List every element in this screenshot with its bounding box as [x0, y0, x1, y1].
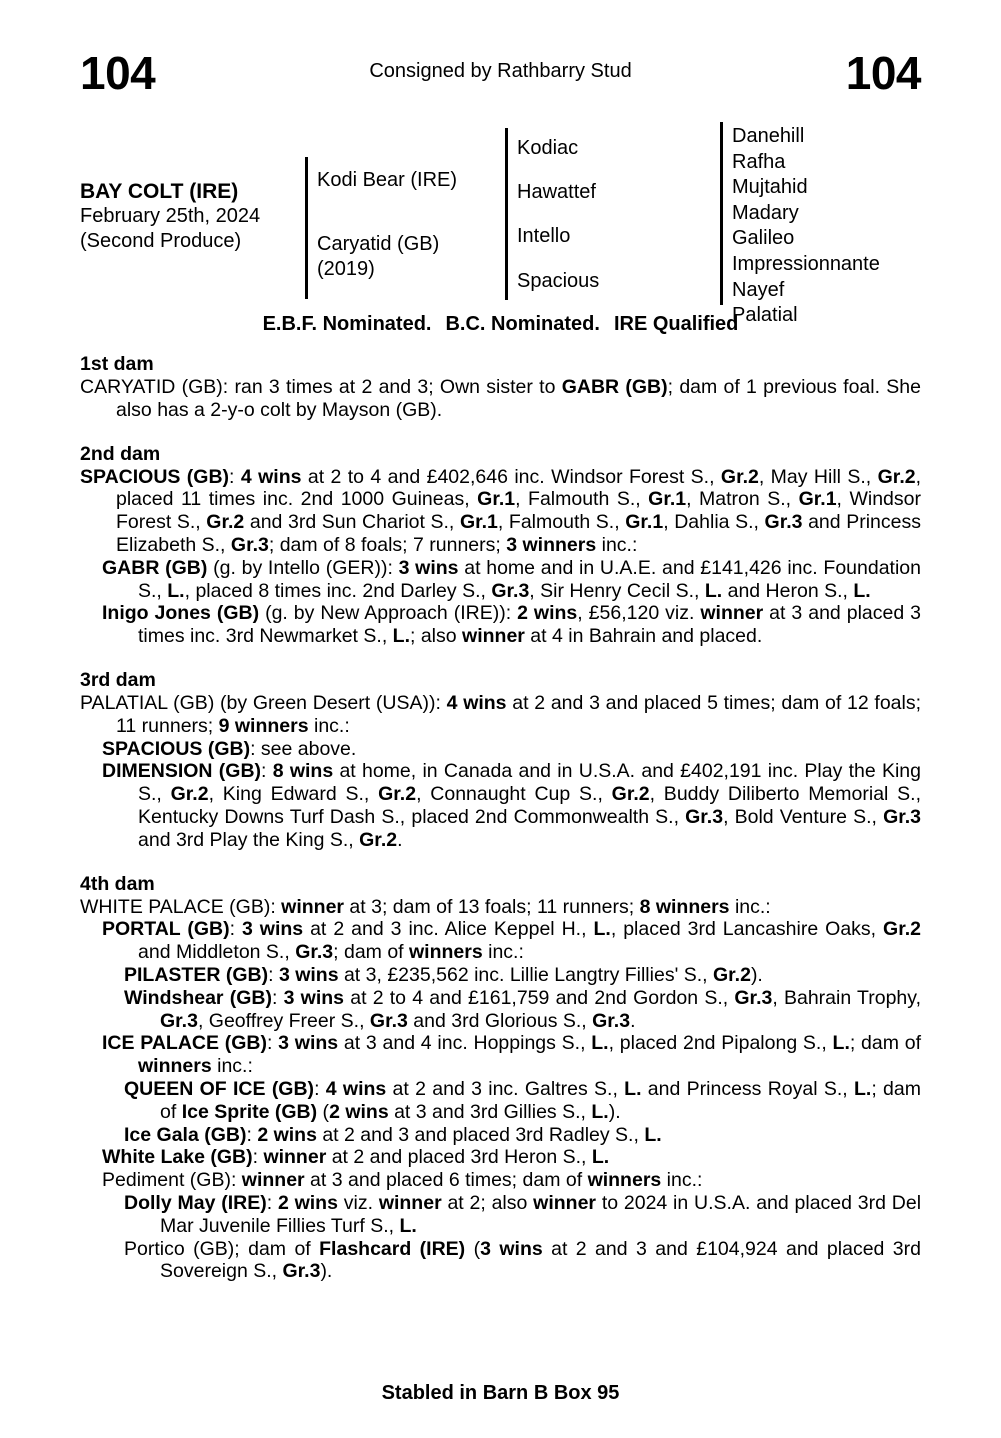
- section-spacer: [80, 648, 921, 668]
- pedigree-entry-text: Portico (GB); dam of Flashcard (IRE) (3 wins at 2 and 3 and £104,924 and placed 3rd Sovereign S., Gr.3).: [124, 1237, 921, 1283]
- pedigree-gen4-list: [732, 124, 880, 329]
- dam-heading: 3rd dam: [80, 668, 156, 691]
- pedigree-gen4-item: Mujtahid: [732, 176, 808, 199]
- pedigree-subject-column: [80, 120, 290, 305]
- pedigree-entry: [80, 1032, 921, 1078]
- bc-nomination: B.C. Nominated.: [445, 313, 600, 335]
- pedigree-entry-text: White Lake (GB): winner at 2 and placed 3rd Heron S., L.: [102, 1146, 610, 1169]
- pedigree-entry: [80, 1124, 921, 1147]
- pedigree-entry-text: DIMENSION (GB): 8 wins at home, in Canada and in U.S.A. and £402,191 inc. Play the King S., Gr.2, King Edward S., Gr.2, Connaught Cup S., Gr.2, Buddy Diliberto Memorial S., Kentucky Downs Turf Dash S., placed 2nd Commonwealth S., Gr.3, Bold Venture S., Gr.3 and 3rd Play the King S., Gr.2.: [102, 760, 922, 851]
- pedigree-entry-text: PILASTER (GB): 3 wins at 3, £235,562 inc. Lillie Langtry Fillies' S., Gr.2).: [124, 963, 763, 986]
- pedigree-gen3-item: Intello: [517, 225, 571, 247]
- pedigree-entry: [80, 918, 921, 964]
- pedigree-divider-3: [720, 122, 723, 305]
- subject-foaling-date: February 25th, 2024: [80, 205, 261, 227]
- pedigree-entry: [80, 602, 921, 648]
- pedigree-generation-3-column: [505, 120, 720, 305]
- pedigree-entry: [80, 760, 921, 851]
- pedigree-entry-text: Pediment (GB): winner at 3 and placed 6 times; dam of winners inc.:: [102, 1169, 703, 1192]
- pedigree-entry-text: SPACIOUS (GB): 4 wins at 2 to 4 and £402,646 inc. Windsor Forest S., Gr.2, May Hill S., Gr.2, placed 11 times inc. 2nd 1000 Guineas, Gr.1, Falmouth S., Gr.1, Matron S., Gr.1, Windsor Forest S., Gr.2 and 3rd Sun Chariot S., Gr.1, Falmouth S., Gr.1, Dahlia S., Gr.3 and Princess Elizabeth S., Gr.3; dam of 8 foals; 7 runners; 3 winners inc.:: [80, 465, 922, 556]
- subject-produce-note: (Second Produce): [80, 230, 242, 252]
- pedigree-entry-text: CARYATID (GB): ran 3 times at 2 and 3; Own sister to GABR (GB); dam of 1 previous foal. She also has a 2-y-o colt by Mayson (GB).: [80, 376, 921, 421]
- pedigree-entry: [80, 1169, 921, 1192]
- pedigree-entry-text: Dolly May (IRE): 2 wins viz. winner at 2; also winner to 2024 in U.S.A. and placed 3rd Del Mar Juvenile Fillies Turf S., L.: [124, 1191, 922, 1237]
- consignor-line: Consigned by Rathbarry Stud: [369, 60, 632, 82]
- pedigree-entry-text: SPACIOUS (GB): see above.: [102, 737, 357, 760]
- pedigree-dam-name: Caryatid (GB): [317, 233, 440, 255]
- pedigree-entry: [80, 692, 921, 738]
- page-header: [80, 44, 921, 102]
- pedigree-entry-text: GABR (GB) (g. by Intello (GER)): 3 wins at home and in U.A.E. and £141,426 inc. Foundation S., L., placed 8 times inc. 2nd Darley S., Gr.3, Sir Henry Cecil S., L. and Heron S., L.: [102, 556, 921, 602]
- pedigree-gen4-item: Rafha: [732, 150, 786, 173]
- pedigree-gen3-item: Hawattef: [517, 181, 596, 203]
- pedigree-generation-4-column: [720, 120, 920, 327]
- stabling-footer: Stabled in Barn B Box 95: [381, 1382, 620, 1404]
- pedigree-gen4-item: Danehill: [732, 125, 805, 147]
- pedigree-gen3-item: Spacious: [517, 270, 600, 292]
- dam-heading: 2nd dam: [80, 442, 161, 465]
- pedigree-entry: [80, 466, 921, 557]
- pedigree-entry-text: PALATIAL (GB) (by Green Desert (USA)): 4 wins at 2 and 3 and placed 5 times; dam of 12 foals; 11 runners; 9 winners inc.:: [80, 691, 922, 737]
- section-spacer: [80, 852, 921, 872]
- ire-qualification: IRE Qualified: [613, 313, 739, 335]
- lot-number-right: 104: [845, 47, 921, 99]
- pedigree-entry-text: WHITE PALACE (GB): winner at 3; dam of 13 foals; 11 runners; 8 winners inc.:: [80, 895, 771, 918]
- dam-heading: 4th dam: [80, 872, 155, 895]
- pedigree-entry: [80, 896, 921, 919]
- nominations-line: [80, 311, 921, 337]
- pedigree-entry: [80, 1078, 921, 1124]
- pedigree-dam: [317, 232, 439, 282]
- pedigree-text-body: [80, 352, 921, 1283]
- pedigree-gen4-item: Impressionnante: [732, 252, 880, 275]
- pedigree-entry: [80, 376, 921, 422]
- ebf-nomination: E.B.F. Nominated.: [262, 313, 432, 335]
- pedigree-gen4-item: Palatial: [732, 304, 798, 327]
- subject-name: BAY COLT (IRE): [80, 180, 239, 203]
- pedigree-entry-text: QUEEN OF ICE (GB): 4 wins at 2 and 3 inc. Galtres S., L. and Princess Royal S., L.; dam of Ice Sprite (GB) (2 wins at 3 and 3rd Gillies S., L.).: [124, 1077, 921, 1123]
- pedigree-sire: Kodi Bear (IRE): [317, 169, 458, 191]
- pedigree-gen4-item: Madary: [732, 201, 799, 224]
- pedigree-entry: [80, 1146, 921, 1169]
- pedigree-entry: [80, 1192, 921, 1238]
- pedigree-entry-text: Inigo Jones (GB) (g. by New Approach (IRE)): 2 wins, £56,120 viz. winner at 3 and placed 3 times inc. 3rd Newmarket S., L.; also winner at 4 in Bahrain and placed.: [102, 602, 922, 648]
- pedigree-generation-2-column: [305, 120, 510, 305]
- lot-number-left: 104: [80, 47, 156, 99]
- dam-heading: 1st dam: [80, 353, 154, 375]
- pedigree-dam-year: (2019): [317, 258, 375, 280]
- section-spacer: [80, 422, 921, 442]
- pedigree-gen4-item: Galileo: [732, 227, 795, 250]
- pedigree-divider-1: [305, 157, 308, 299]
- pedigree-divider-2: [505, 128, 508, 300]
- pedigree-entry: [80, 557, 921, 603]
- pedigree-entry-text: Ice Gala (GB): 2 wins at 2 and 3 and placed 3rd Radley S., L.: [124, 1123, 662, 1146]
- pedigree-gen4-item: Nayef: [732, 278, 785, 301]
- pedigree-entry: [80, 987, 921, 1033]
- pedigree-entry: [80, 964, 921, 987]
- pedigree-entry-text: PORTAL (GB): 3 wins at 2 and 3 inc. Alice Keppel H., L., placed 3rd Lancashire Oaks, Gr.2 and Middleton S., Gr.3; dam of winners inc.:: [102, 918, 921, 964]
- pedigree-entry: [80, 738, 921, 761]
- pedigree-entry-text: Windshear (GB): 3 wins at 2 to 4 and £161,759 and 2nd Gordon S., Gr.3, Bahrain Trophy, Gr.3, Geoffrey Freer S., Gr.3 and 3rd Glorious S., Gr.3.: [124, 986, 921, 1032]
- pedigree-gen3-item: Kodiac: [517, 137, 579, 159]
- pedigree-entry: [80, 1238, 921, 1284]
- pedigree-entry-text: ICE PALACE (GB): 3 wins at 3 and 4 inc. Hoppings S., L., placed 2nd Pipalong S., L.; dam of winners inc.:: [102, 1032, 922, 1078]
